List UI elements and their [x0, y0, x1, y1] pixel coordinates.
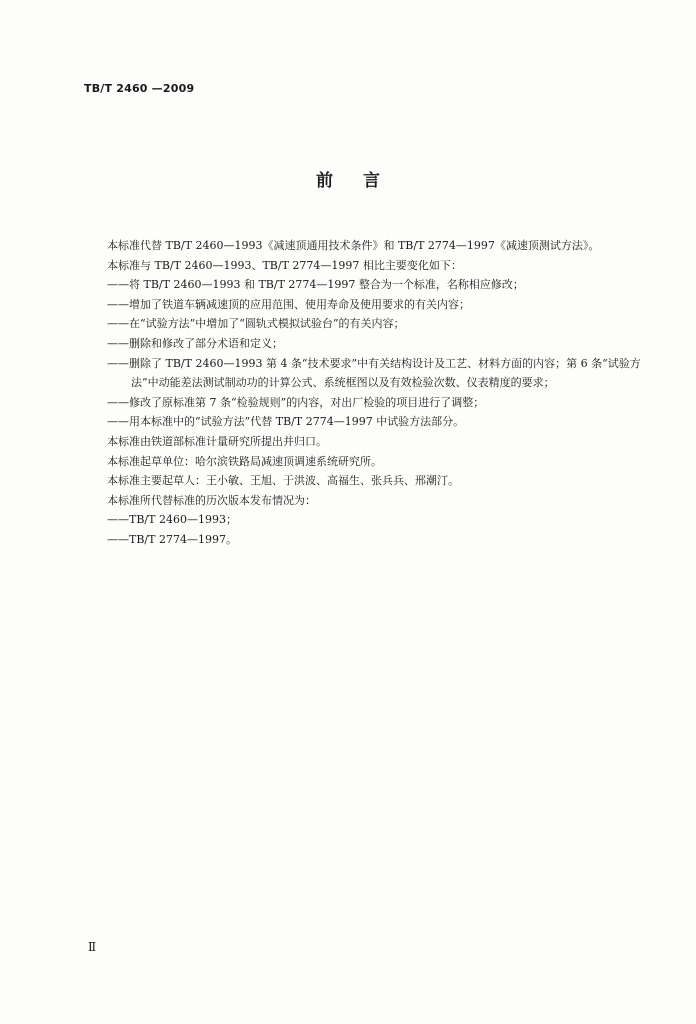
paragraph-drafters: 本标准主要起草人：王小敏、王旭、于洪波、高福生、张兵兵、邢潮汀。 — [107, 474, 459, 488]
history-item-2460: ——TB/T 2460—1993； — [107, 513, 237, 527]
foreword-body — [107, 236, 647, 550]
change-item-test-bench: ——在“试验方法”中增加了“圆轨式模拟试验台”的有关内容； — [107, 317, 405, 331]
page-title: 前言 — [316, 171, 410, 191]
change-item-terms: ——删除和修改了部分术语和定义； — [107, 336, 283, 350]
change-item-inspection-rules: ——修改了原标准第 7 条“检验规则”的内容，对出厂检验的项目进行了调整； — [107, 395, 485, 409]
paragraph-changes-intro: 本标准与 TB/T 2460—1993、TB/T 2774—1997 相比主要变化如下： — [107, 258, 462, 272]
paragraph-replaces: 本标准代替 TB/T 2460—1993《减速顶通用技术条件》和 TB/T 2774—1997《减速顶测试方法》。 — [107, 239, 600, 252]
page-number: Ⅱ — [88, 940, 97, 954]
paragraph-proposed-by: 本标准由铁道部标准计量研究所提出并归口。 — [107, 434, 327, 448]
change-item-merge: ——将 TB/T 2460—1993 和 TB/T 2774—1997 整合为一个标准，名称相应修改； — [107, 278, 524, 292]
paragraph-drafting-unit: 本标准起草单位：哈尔滨铁路局减速顶调速系统研究所。 — [107, 454, 382, 468]
header-standard-code: TB/T 2460 —2009 — [84, 82, 195, 95]
history-item-2774: ——TB/T 2774—1997。 — [107, 532, 237, 546]
change-item-test-method: ——用本标准中的“试验方法”代替 TB/T 2774—1997 中试验方法部分。 — [107, 415, 465, 429]
change-item-deleted-requirements: ——删除了 TB/T 2460—1993 第 4 条“技术要求”中有关结构设计及工艺、材料方面的内容；第 6 条“试验方法”中动能差法测试制动功的计算公式、系统框图以及有效检验次数、仪表精度的要求； — [107, 356, 641, 390]
change-item-scope: ——增加了铁道车辆减速顶的应用范围、使用寿命及使用要求的有关内容； — [107, 297, 470, 311]
paragraph-history-intro: 本标准所代替标准的历次版本发布情况为： — [107, 493, 316, 507]
